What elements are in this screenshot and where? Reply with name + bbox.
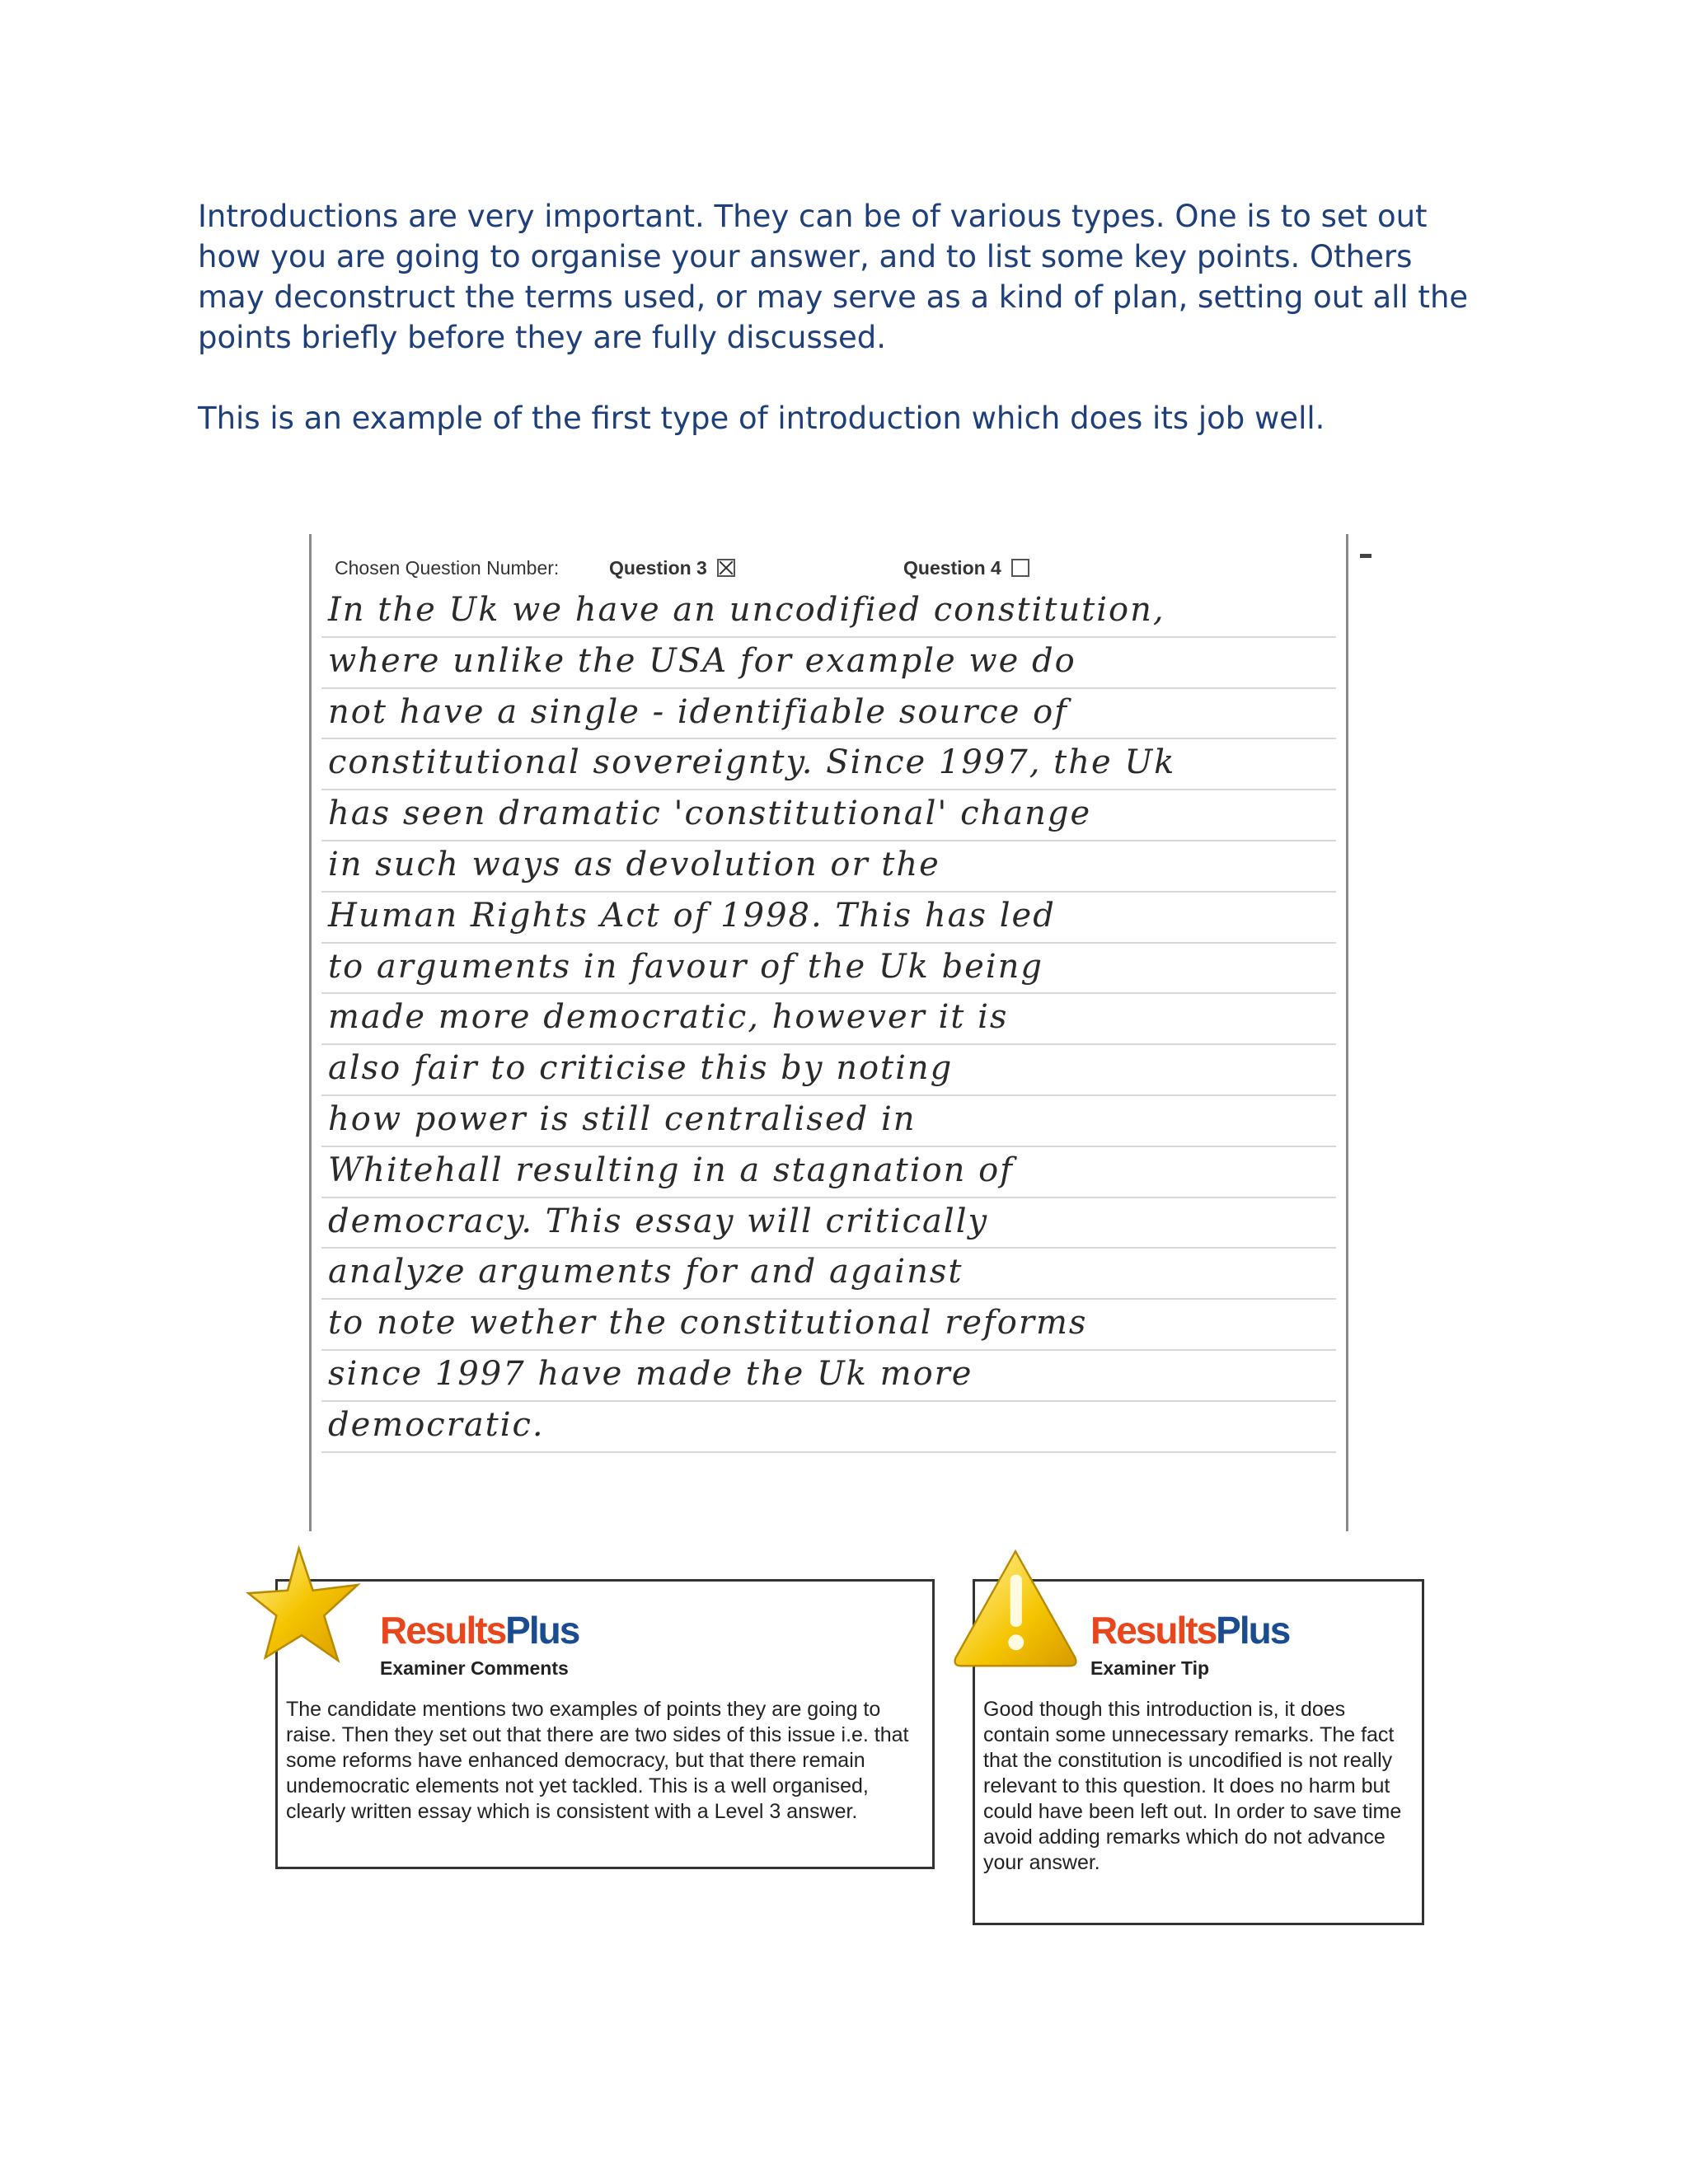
handwriting-line: Whitehall resulting in a stagnation of — [321, 1147, 1336, 1198]
resultsplus-logo: ResultsPlus — [1090, 1609, 1290, 1652]
intro-paragraph-2: This is an example of the first type of introduction which does its job well. — [198, 401, 1325, 436]
examiner-tip-title: Examiner Tip — [1090, 1657, 1210, 1679]
intro-paragraph-1: Introductions are very important. They can be of various types. One is to set out how you are going to organise your answer, and to list some key points. Others may deconstruct the terms used, or may serve as a kind of plan, setting out all the points briefly before they are fully discussed. — [198, 199, 1469, 355]
question-3-option — [609, 557, 735, 579]
lightbulb-icon — [950, 1546, 1081, 1670]
handwriting-line: made more democratic, however it is — [321, 994, 1336, 1045]
question-4-checkbox — [1011, 559, 1029, 577]
question-3-label: Question 3 — [609, 557, 707, 579]
handwriting-line: democracy. This essay will critically — [321, 1198, 1336, 1249]
handwriting-line: how power is still centralised in — [321, 1096, 1336, 1147]
handwriting-line: to arguments in favour of the Uk being — [321, 944, 1336, 995]
handwriting-line: where unlike the USA for example we do — [321, 638, 1336, 689]
handwriting-line: not have a single - identifiable source of — [321, 689, 1336, 740]
chosen-question-label: Chosen Question Number: — [335, 557, 560, 579]
examiner-comments-text: The candidate mentions two examples of points they are going to raise. Then they set out that there are two sides of this issue i.e. that some reforms have enhanced democracy, but that there remain undemocratic elements not yet tackled. This is a well organised, clearly written essay which is consistent with a Level 3 answer. — [286, 1698, 909, 1823]
handwriting-line: analyze arguments for and against — [321, 1249, 1336, 1300]
margin-mark — [1360, 554, 1372, 558]
question-3-checkbox — [717, 559, 735, 577]
handwriting-line: constitutional sovereignty. Since 1997, the Uk — [321, 739, 1336, 790]
examiner-tip-text: Good though this introduction is, it does contain some unnecessary remarks. The fact that the constitution is uncodified is not really relevant to this question. It does no harm but could have been left out. In order to save time avoid adding remarks which do not advance your answer. — [983, 1698, 1402, 1874]
examiner-comments-title: Examiner Comments — [380, 1657, 569, 1679]
handwritten-answer — [321, 587, 1336, 1453]
question-header — [326, 547, 1346, 580]
handwriting-line: since 1997 have made the Uk more — [321, 1351, 1336, 1402]
handwriting-line: has seen dramatic 'constitutional' change — [321, 790, 1336, 841]
handwriting-line: in such ways as devolution or the — [321, 841, 1336, 893]
handwriting-line: also fair to criticise this by noting — [321, 1045, 1336, 1096]
handwriting-line: In the Uk we have an uncodified constitution, — [321, 587, 1336, 638]
star-icon — [246, 1543, 386, 1683]
handwriting-line: to note wether the constitutional reforms — [321, 1300, 1336, 1351]
intro-text — [198, 196, 1484, 479]
question-4-label: Question 4 — [903, 557, 1001, 579]
resultsplus-logo: ResultsPlus — [380, 1609, 579, 1652]
question-4-option — [903, 557, 1029, 579]
answer-sheet — [309, 534, 1348, 1531]
handwriting-line: Human Rights Act of 1998. This has led — [321, 893, 1336, 944]
handwriting-line: democratic. — [321, 1402, 1336, 1453]
